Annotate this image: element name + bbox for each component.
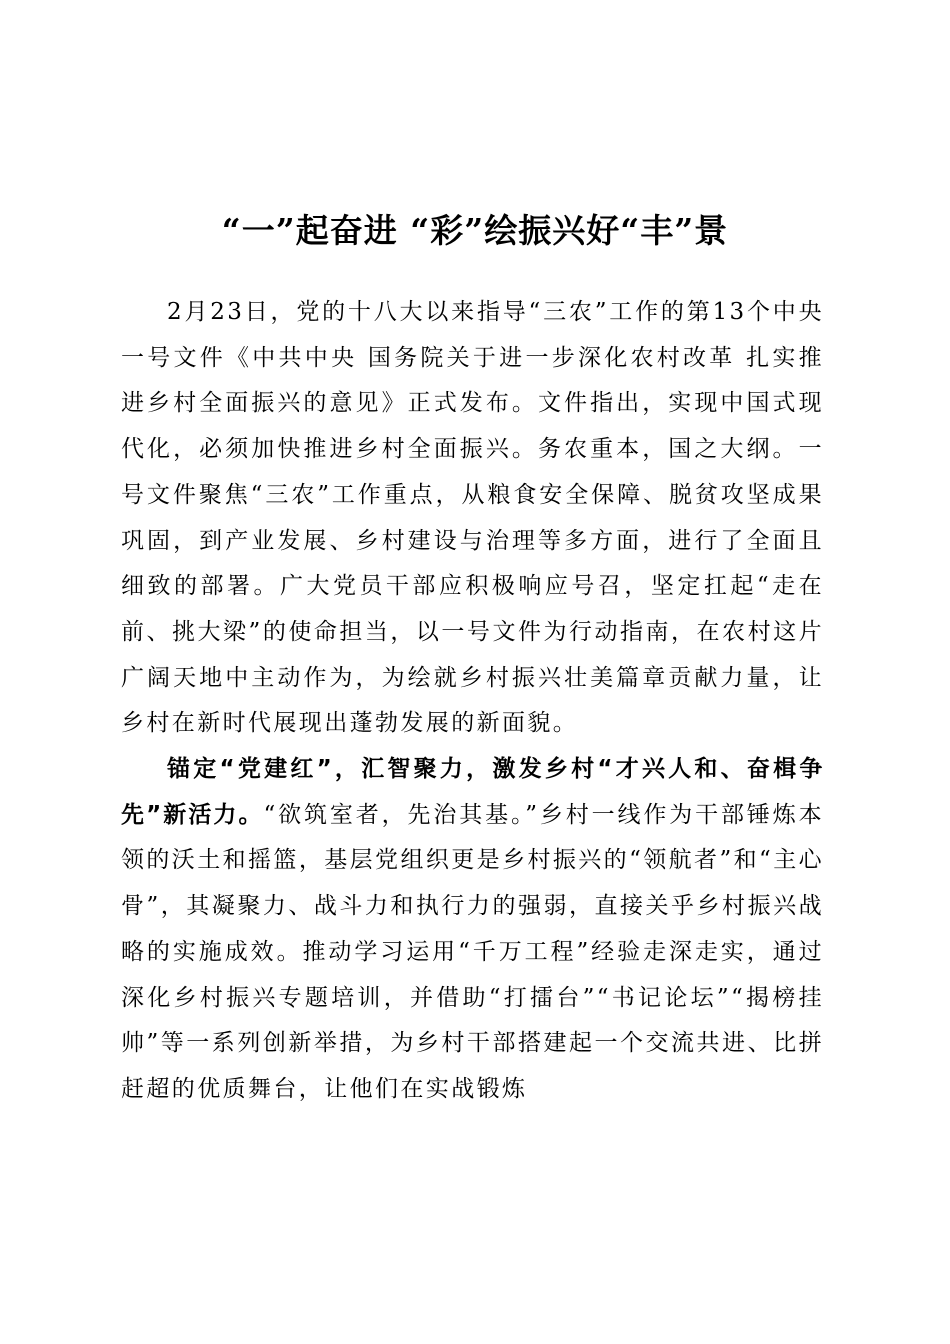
paragraph-2 (121, 747, 824, 1113)
document-body (121, 290, 824, 1113)
paragraph-1-text: 2月23日，党的十八大以来指导“三农”工作的第13个中央一号文件《中共中央 国务院关于进一步深化农村改革 扎实推进乡村全面振兴的意见》正式发布。文件指出，实现中国式现代化，必须加快推进乡村全面振兴。务农重本，国之大纲。一号文件聚焦“三农”工作重点，从粮食安全保障、脱贫攻坚成果巩固，到产业发展、乡村建设与治理等多方面，进行了全面且细致的部署。广大党员干部应积极响应号召，坚定扛起“走在前、挑大梁”的使命担当，以一号文件为行动指南，在农村这片广阔天地中主动作为，为绘就乡村振兴壮美篇章贡献力量，让乡村在新时代展现出蓬勃发展的新面貌。 (121, 299, 824, 737)
document-title: “一”起奋进 “彩”绘振兴好“丰”景 (221, 211, 729, 251)
paragraph-2-text: “欲筑室者，先治其基。”乡村一线作为干部锤炼本领的沃土和摇篮，基层党组织更是乡村振兴的“领航者”和“主心骨”，其凝聚力、战斗力和执行力的强弱，直接关乎乡村振兴战略的实施成效。推动学习运用“千万工程”经验走深走实，通过深化乡村振兴专题培训，并借助“打擂台”“书记论坛”“揭榜挂帅”等一系列创新举措，为乡村干部搭建起一个交流共进、比拼赶超的优质舞台，让他们在实战锻炼 (121, 801, 824, 1102)
paragraph-1 (121, 290, 824, 747)
paragraph-2-lead: 锚定“党建红”，汇智聚力，激发乡村“才兴人和、奋楫争先”新活力。 (121, 756, 824, 828)
